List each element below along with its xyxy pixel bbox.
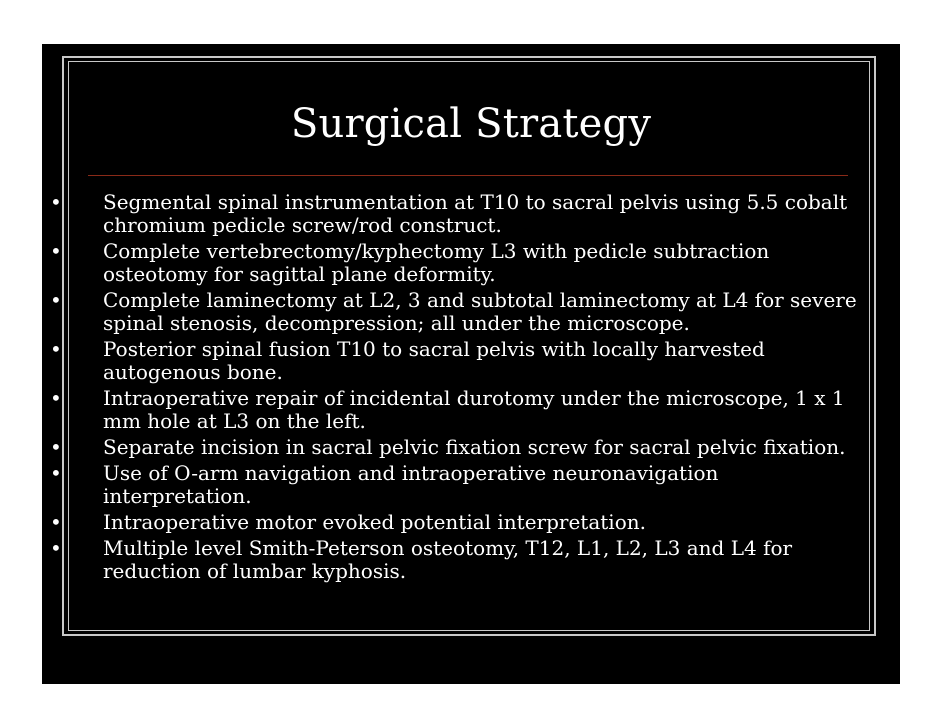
bullet-icon: • [50,239,62,263]
bullet-icon: • [50,510,62,534]
slide-title: Surgical Strategy [290,101,652,147]
bullet-item [50,462,865,508]
bullet-item [50,338,865,384]
bullet-list [50,191,865,586]
bullet-icon: • [50,337,62,361]
bullet-item [50,387,865,433]
slide [42,44,900,684]
bullet-icon: • [50,190,62,214]
bullet-text: Posterior spinal fusion T10 to sacral pelvis with locally harvested autogenous bone. [103,337,765,384]
bullet-icon: • [50,386,62,410]
bullet-icon: • [50,536,62,560]
bullet-icon: • [50,435,62,459]
bullet-text: Use of O-arm navigation and intraoperative neuronavigation interpretation. [103,461,719,508]
bullet-item [50,289,865,335]
bullet-text: Separate incision in sacral pelvic fixation screw for sacral pelvic fixation. [103,435,846,459]
bullet-icon: • [50,288,62,312]
bullet-text: Intraoperative motor evoked potential interpretation. [103,510,646,534]
bullet-icon: • [50,461,62,485]
bullet-item [50,240,865,286]
bullet-item [50,191,865,237]
bullet-text: Complete vertebrectomy/kyphectomy L3 with pedicle subtraction osteotomy for sagittal plane deformity. [103,239,770,286]
bullet-item [50,511,865,534]
bullet-text: Intraoperative repair of incidental durotomy under the microscope, 1 x 1 mm hole at L3 on the left. [103,386,845,433]
bullet-item [50,436,865,459]
title-divider [88,175,848,176]
bullet-item [50,537,865,583]
bullet-text: Segmental spinal instrumentation at T10 to sacral pelvis using 5.5 cobalt chromium pedicle screw/rod construct. [103,190,848,237]
bullet-text: Complete laminectomy at L2, 3 and subtotal laminectomy at L4 for severe spinal stenosis, decompression; all under the microscope. [103,288,857,335]
bullet-text: Multiple level Smith-Peterson osteotomy, T12, L1, L2, L3 and L4 for reduction of lumbar kyphosis. [103,536,793,583]
